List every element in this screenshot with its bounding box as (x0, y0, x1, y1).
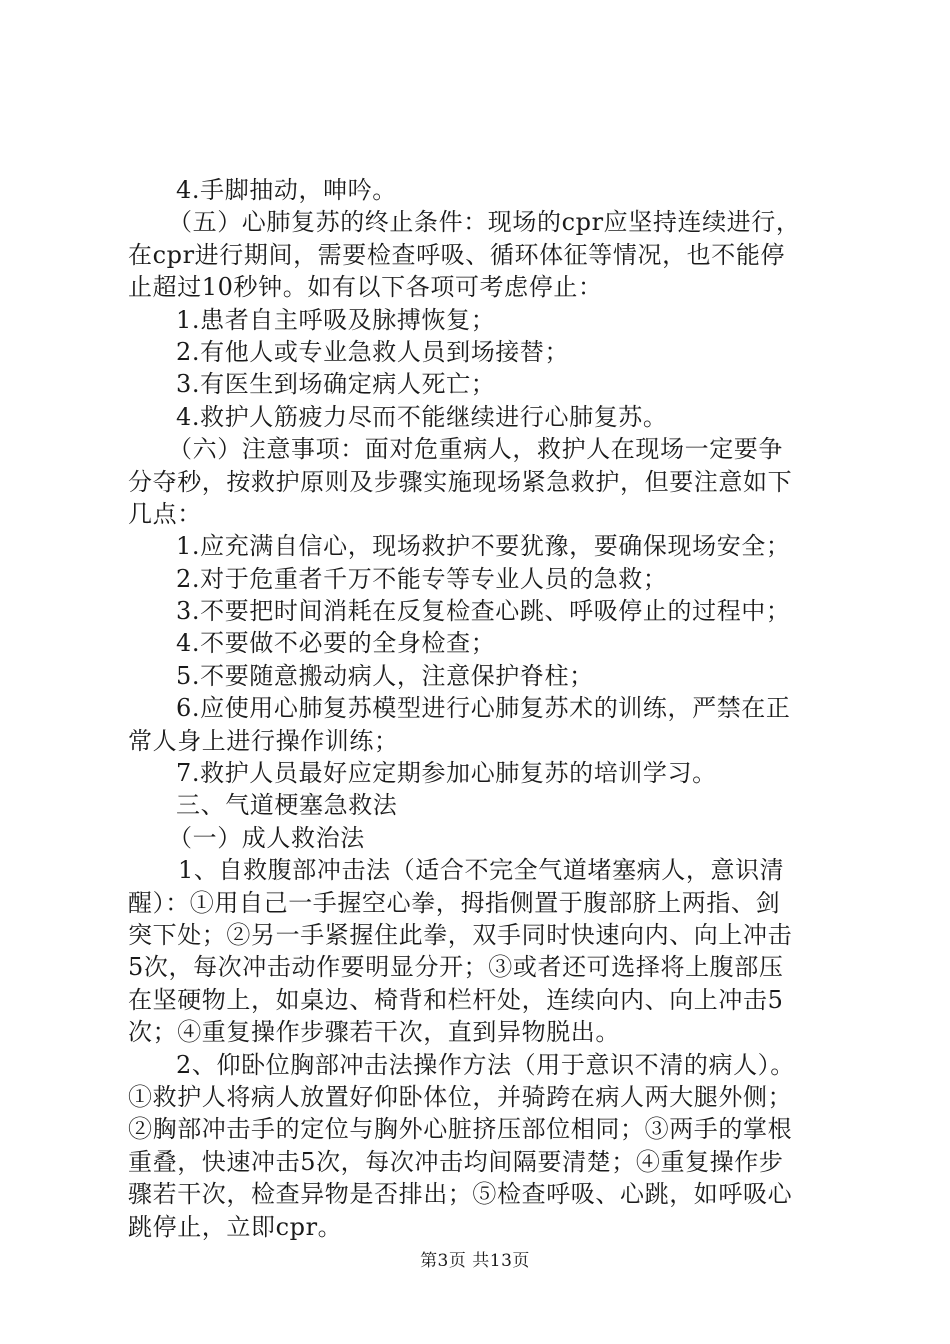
text-line: 分夺秒，按救护原则及步骤实施现场紧急救护，但要注意如下 (128, 467, 793, 496)
text-line: 醒）：①用自己一手握空心拳，拇指侧置于腹部脐上两指、剑 (128, 888, 781, 917)
text-line: 7.救护人员最好应定期参加心肺复苏的培训学习。 (176, 759, 717, 788)
text-line: 1、自救腹部冲击法（适合不完全气道堵塞病人，意识清 (178, 856, 785, 885)
text-line: 跳停止，立即cpr。 (128, 1212, 343, 1241)
text-line: 6.应使用心肺复苏模型进行心肺复苏术的训练，严禁在正 (176, 694, 791, 723)
text-line: 2、仰卧位胸部冲击法操作方法（用于意识不清的病人）。 (176, 1050, 795, 1079)
text-line: ①救护人将病人放置好仰卧体位，并骑跨在病人两大腿外侧； (128, 1082, 793, 1111)
text-line: 重叠，快速冲击5次，每次冲击均间隔要清楚；④重复操作步 (128, 1147, 784, 1176)
text-line: 5.不要随意搬动病人，注意保护脊柱； (176, 661, 594, 690)
text-line: 突下处；②另一手紧握住此拳，双手同时快速向内、向上冲击 (128, 920, 793, 949)
text-line: 在cpr进行期间，需要检查呼吸、循环体征等情况，也不能停 (128, 240, 786, 269)
text-line: 4.不要做不必要的全身检查； (176, 629, 496, 658)
body-text (128, 174, 838, 1243)
text-line: 1.应充满自信心，现场救护不要犹豫，要确保现场安全； (176, 532, 791, 561)
section-heading: 三、气道梗塞急救法 (176, 791, 398, 820)
text-line: 3.有医生到场确定病人死亡； (176, 370, 496, 399)
page-number-footer: 第3页 共13页 (420, 1251, 530, 1271)
text-line: 止超过10秒钟。如有以下各项可考虑停止： (128, 273, 603, 302)
text-line: 4.手脚抽动，呻吟。 (176, 176, 397, 204)
text-line: 5次，每次冲击动作要明显分开；③或者还可选择将上腹部压 (128, 953, 784, 982)
text-line: （五）心肺复苏的终止条件：现场的cpr应坚持连续进行， (168, 208, 801, 237)
text-line: 3.不要把时间消耗在反复检查心跳、呼吸停止的过程中； (176, 597, 791, 626)
subsection-heading: （一）成人救治法 (168, 823, 365, 852)
text-line: 几点： (128, 499, 202, 528)
text-line: 次；④重复操作步骤若干次，直到异物脱出。 (128, 1018, 620, 1047)
text-line: 在坚硬物上，如桌边、椅背和栏杆处，连续向内、向上冲击5 (128, 985, 784, 1014)
text-line: 常人身上进行操作训练； (128, 726, 399, 755)
text-line: 4.救护人筋疲力尽而不能继续进行心肺复苏。 (176, 402, 668, 431)
text-line: 2.有他人或专业急救人员到场接替； (176, 337, 570, 366)
text-line: ②胸部冲击手的定位与胸外心脏挤压部位相同；③两手的掌根 (128, 1115, 793, 1144)
text-line: 骤若干次，检查异物是否排出；⑤检查呼吸、心跳，如呼吸心 (128, 1180, 793, 1209)
text-line: 2.对于危重者千万不能专等专业人员的急救； (176, 564, 668, 593)
text-line: 1.患者自主呼吸及脉搏恢复； (176, 305, 496, 334)
text-line: （六）注意事项：面对危重病人，救护人在现场一定要争 (168, 435, 783, 464)
